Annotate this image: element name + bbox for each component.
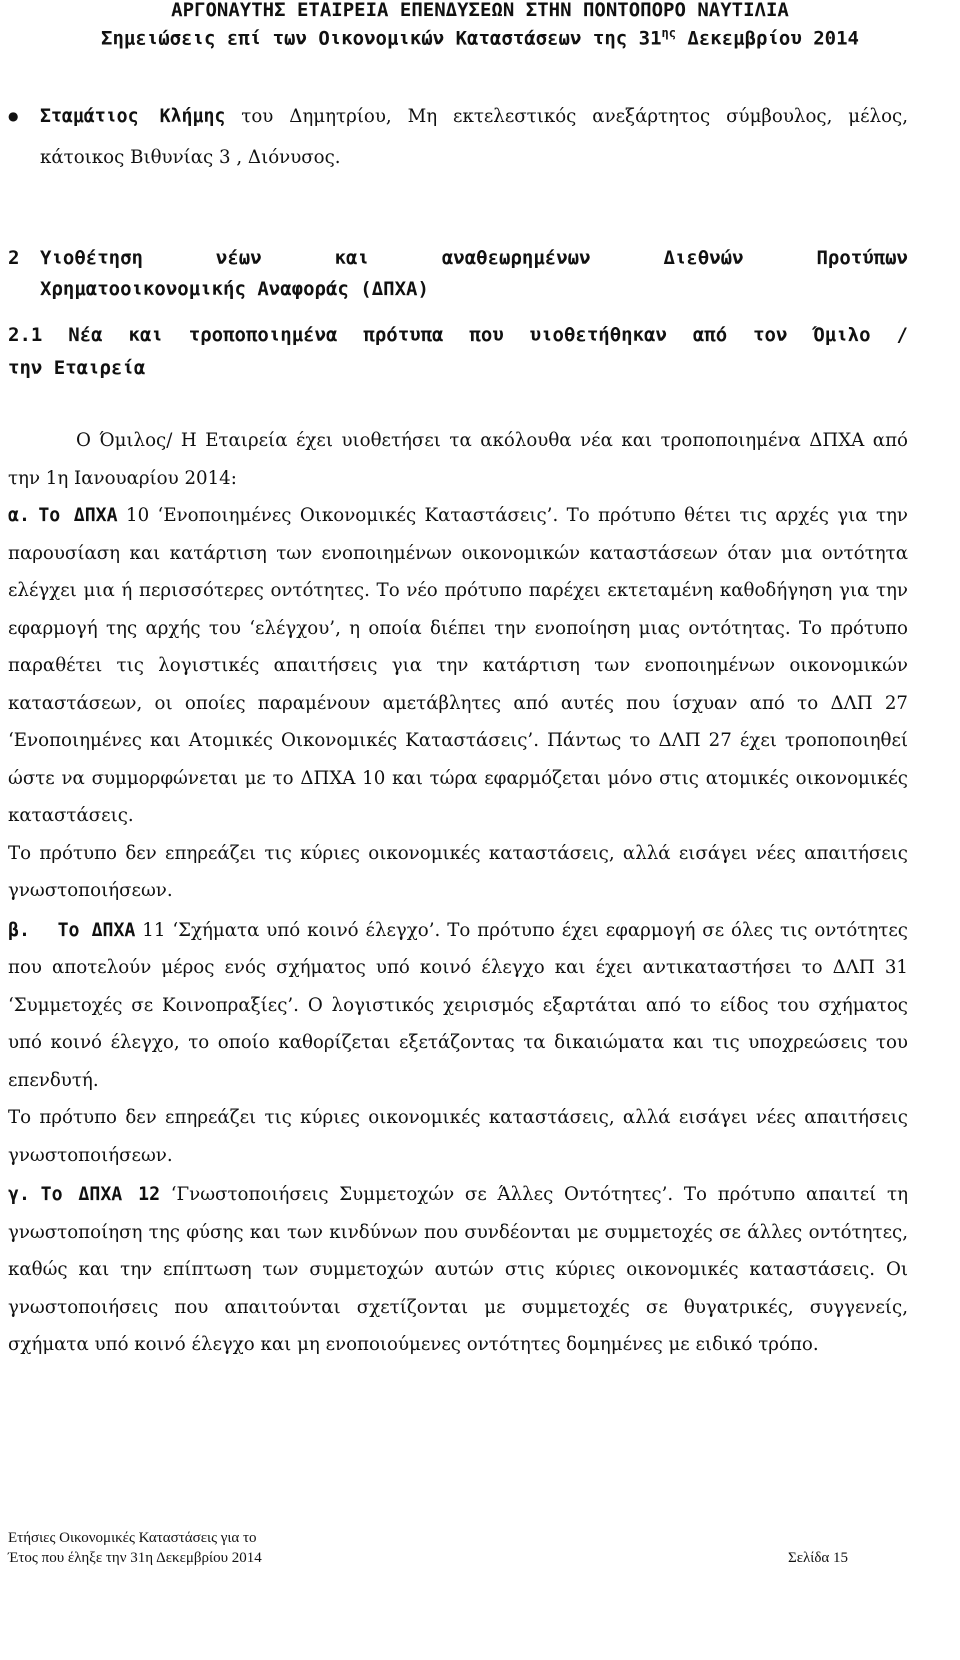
item-c-text: ‘Γνωστοποιήσεις Συμμετοχών σε Άλλες Οντότητες’. Το πρότυπο απαιτεί τη γνωστοποίηση της φύσης και των κινδύνων που συνδέονται με συμμετοχές σε άλλες οντότητες, καθώς και την επίπτωση των συμμετοχών αυτών στις κύριες οικονομικές καταστάσεις. Οι γνωστοποιήσεις που απαιτούνται σχετίζονται με συμμετοχές σε θυγατρικές, συγγενείς, σχήματα υπό κοινό έλεγχο και μη ενοποιούμενες οντότητες δομημένες με ειδικό τρόπο. xyxy=(8,1184,908,1355)
item-b-note: Το πρότυπο δεν επηρεάζει τις κύριες οικονομικές καταστάσεις, αλλά εισάγει νέες απαιτήσεις γνωστοποιήσεων. xyxy=(8,1107,908,1166)
item-b-paragraph xyxy=(8,912,908,1100)
item-b-marker: β. xyxy=(8,919,30,941)
section-2-1-heading-line2: την Εταιρεία xyxy=(8,357,146,379)
item-a-note: Το πρότυπο δεν επηρεάζει τις κύριες οικονομικές καταστάσεις, αλλά εισάγει νέες απαιτήσεις γνωστοποιήσεων. xyxy=(8,842,908,901)
notes-title xyxy=(0,21,960,50)
heading-word: πρότυπα xyxy=(363,324,444,346)
notes-title-text: Σημειώσεις επί των Οικονομικών Καταστάσεων της 31 xyxy=(101,27,662,50)
heading-word: από xyxy=(692,324,728,346)
section-2-number: 2 xyxy=(8,247,20,269)
notes-title-date: Δεκεμβρίου 2014 xyxy=(675,27,859,50)
section-2-heading xyxy=(8,243,908,305)
heading-word: τροποποιημένα xyxy=(188,324,338,346)
notes-title-sup: ης xyxy=(661,26,676,40)
heading-word: Όμιλο xyxy=(813,324,871,346)
director-details: του Δημητρίου, Μη εκτελεστικός ανεξάρτητος σύμβουλος, μέλος, κάτοικος Βιθυνίας 3 , Διόνυσος. xyxy=(40,106,908,168)
heading-word: νέων xyxy=(215,247,262,269)
item-c-standard: Το ΔΠΧΑ 12 xyxy=(40,1184,161,1205)
section-2-heading-line2: Χρηματοοικονομικής Αναφοράς (ΔΠΧΑ) xyxy=(40,278,429,300)
item-a-text: 10 ‘Ενοποιημένες Οικονομικές Καταστάσεις’. Το πρότυπο θέτει τις αρχές για την παρουσίαση και κατάρτιση των ενοποιημένων οικονομικών καταστάσεων όταν μια οντότητα ελέγχει μια ή περισσότερες οντότητες. Το νέο πρότυπο παρέχει εκτεταμένη καθοδήγηση για την εφαρμογή της αρχής του ‘ελέγχου’, η οποία διέπει την ενοποίηση μιας οντότητας. Το πρότυπο παραθέτει τις λογιστικές απαιτήσεις για την κατάρτιση των ενοποιημένων οικονομικών καταστάσεων, οι οποίες παραμένουν αμετάβλητες από αυτές που ίσχυαν από το ΔΛΠ 27 ‘Ενοποιημένες και Ατομικές Οικονομικές Καταστάσεις’. Πάντως το ΔΛΠ 27 έχει τροποποιηθεί ώστε να συμμορφώνεται με το ΔΠΧΑ 10 και τώρα εφαρμόζεται μόνο στις ατομικές οικονομικές καταστάσεις. xyxy=(8,505,908,826)
intro-paragraph: Ο Όμιλος/ Η Εταιρεία έχει υιοθετήσει τα ακόλουθα νέα και τροποποιημένα ΔΠΧΑ από την 1η Ιανουαρίου 2014: xyxy=(8,430,908,489)
footer-line1: Ετήσιες Οικονομικές Καταστάσεις για το xyxy=(8,1530,257,1546)
page-header xyxy=(0,0,960,50)
company-name: ΑΡΓΟΝΑΥΤΗΣ ΕΤΑΙΡΕΙΑ ΕΠΕΝΔΥΣΕΩΝ ΣΤΗΝ ΠΟΝΤΟΠΟΡΟ ΝΑΥΤΙΛΙΑ xyxy=(171,0,789,21)
heading-word: αναθεωρημένων xyxy=(441,247,591,269)
heading-word: υιοθετήθηκαν xyxy=(529,324,667,346)
heading-word: Προτύπων xyxy=(816,247,908,269)
heading-word: / xyxy=(896,324,908,346)
footer-line2: Έτος που έληξε την 31η Δεκεμβρίου 2014 xyxy=(8,1550,262,1566)
director-bullet xyxy=(8,96,908,178)
heading-word: και xyxy=(334,247,369,269)
director-name: Σταμάτιος Κλήμης xyxy=(40,106,226,127)
item-a-marker: α. xyxy=(8,505,30,526)
heading-word: που xyxy=(469,324,504,346)
item-b-text: 11 ‘Σχήματα υπό κοινό έλεγχο’. Το πρότυπο έχει εφαρμογή σε όλες τις οντότητες που αποτελούν μέρος ενός σχήματος υπό κοινό έλεγχο και έχει αντικαταστήσει το ΔΛΠ 31 ‘Συμμετοχές σε Κοινοπραξίες’. Ο λογιστικός χειρισμός εξαρτάται από το είδος του σχήματος υπό κοινό έλεγχο, το οποίο καθορίζεται εξετάζοντας τα δικαιώματα και τις υποχρεώσεις του επενδυτή. xyxy=(8,919,908,1091)
item-a-standard: Το ΔΠΧΑ xyxy=(38,505,118,526)
item-b-standard: Το ΔΠΧΑ xyxy=(57,919,136,941)
item-c-marker: γ. xyxy=(8,1184,30,1205)
section-2-1-heading xyxy=(8,319,908,385)
page-number: Σελίδα 15 xyxy=(787,1550,848,1566)
document-body xyxy=(8,96,908,1364)
section-2-1-number: 2.1 xyxy=(8,324,43,346)
item-c-paragraph xyxy=(8,1176,908,1364)
page-footer xyxy=(8,1528,848,1568)
heading-word: Νέα xyxy=(68,324,103,346)
item-a-paragraph xyxy=(8,497,908,835)
heading-word: και xyxy=(128,324,163,346)
heading-word: τον xyxy=(753,324,788,346)
heading-word: Διεθνών xyxy=(663,247,744,269)
heading-word: Υιοθέτηση xyxy=(40,247,143,269)
